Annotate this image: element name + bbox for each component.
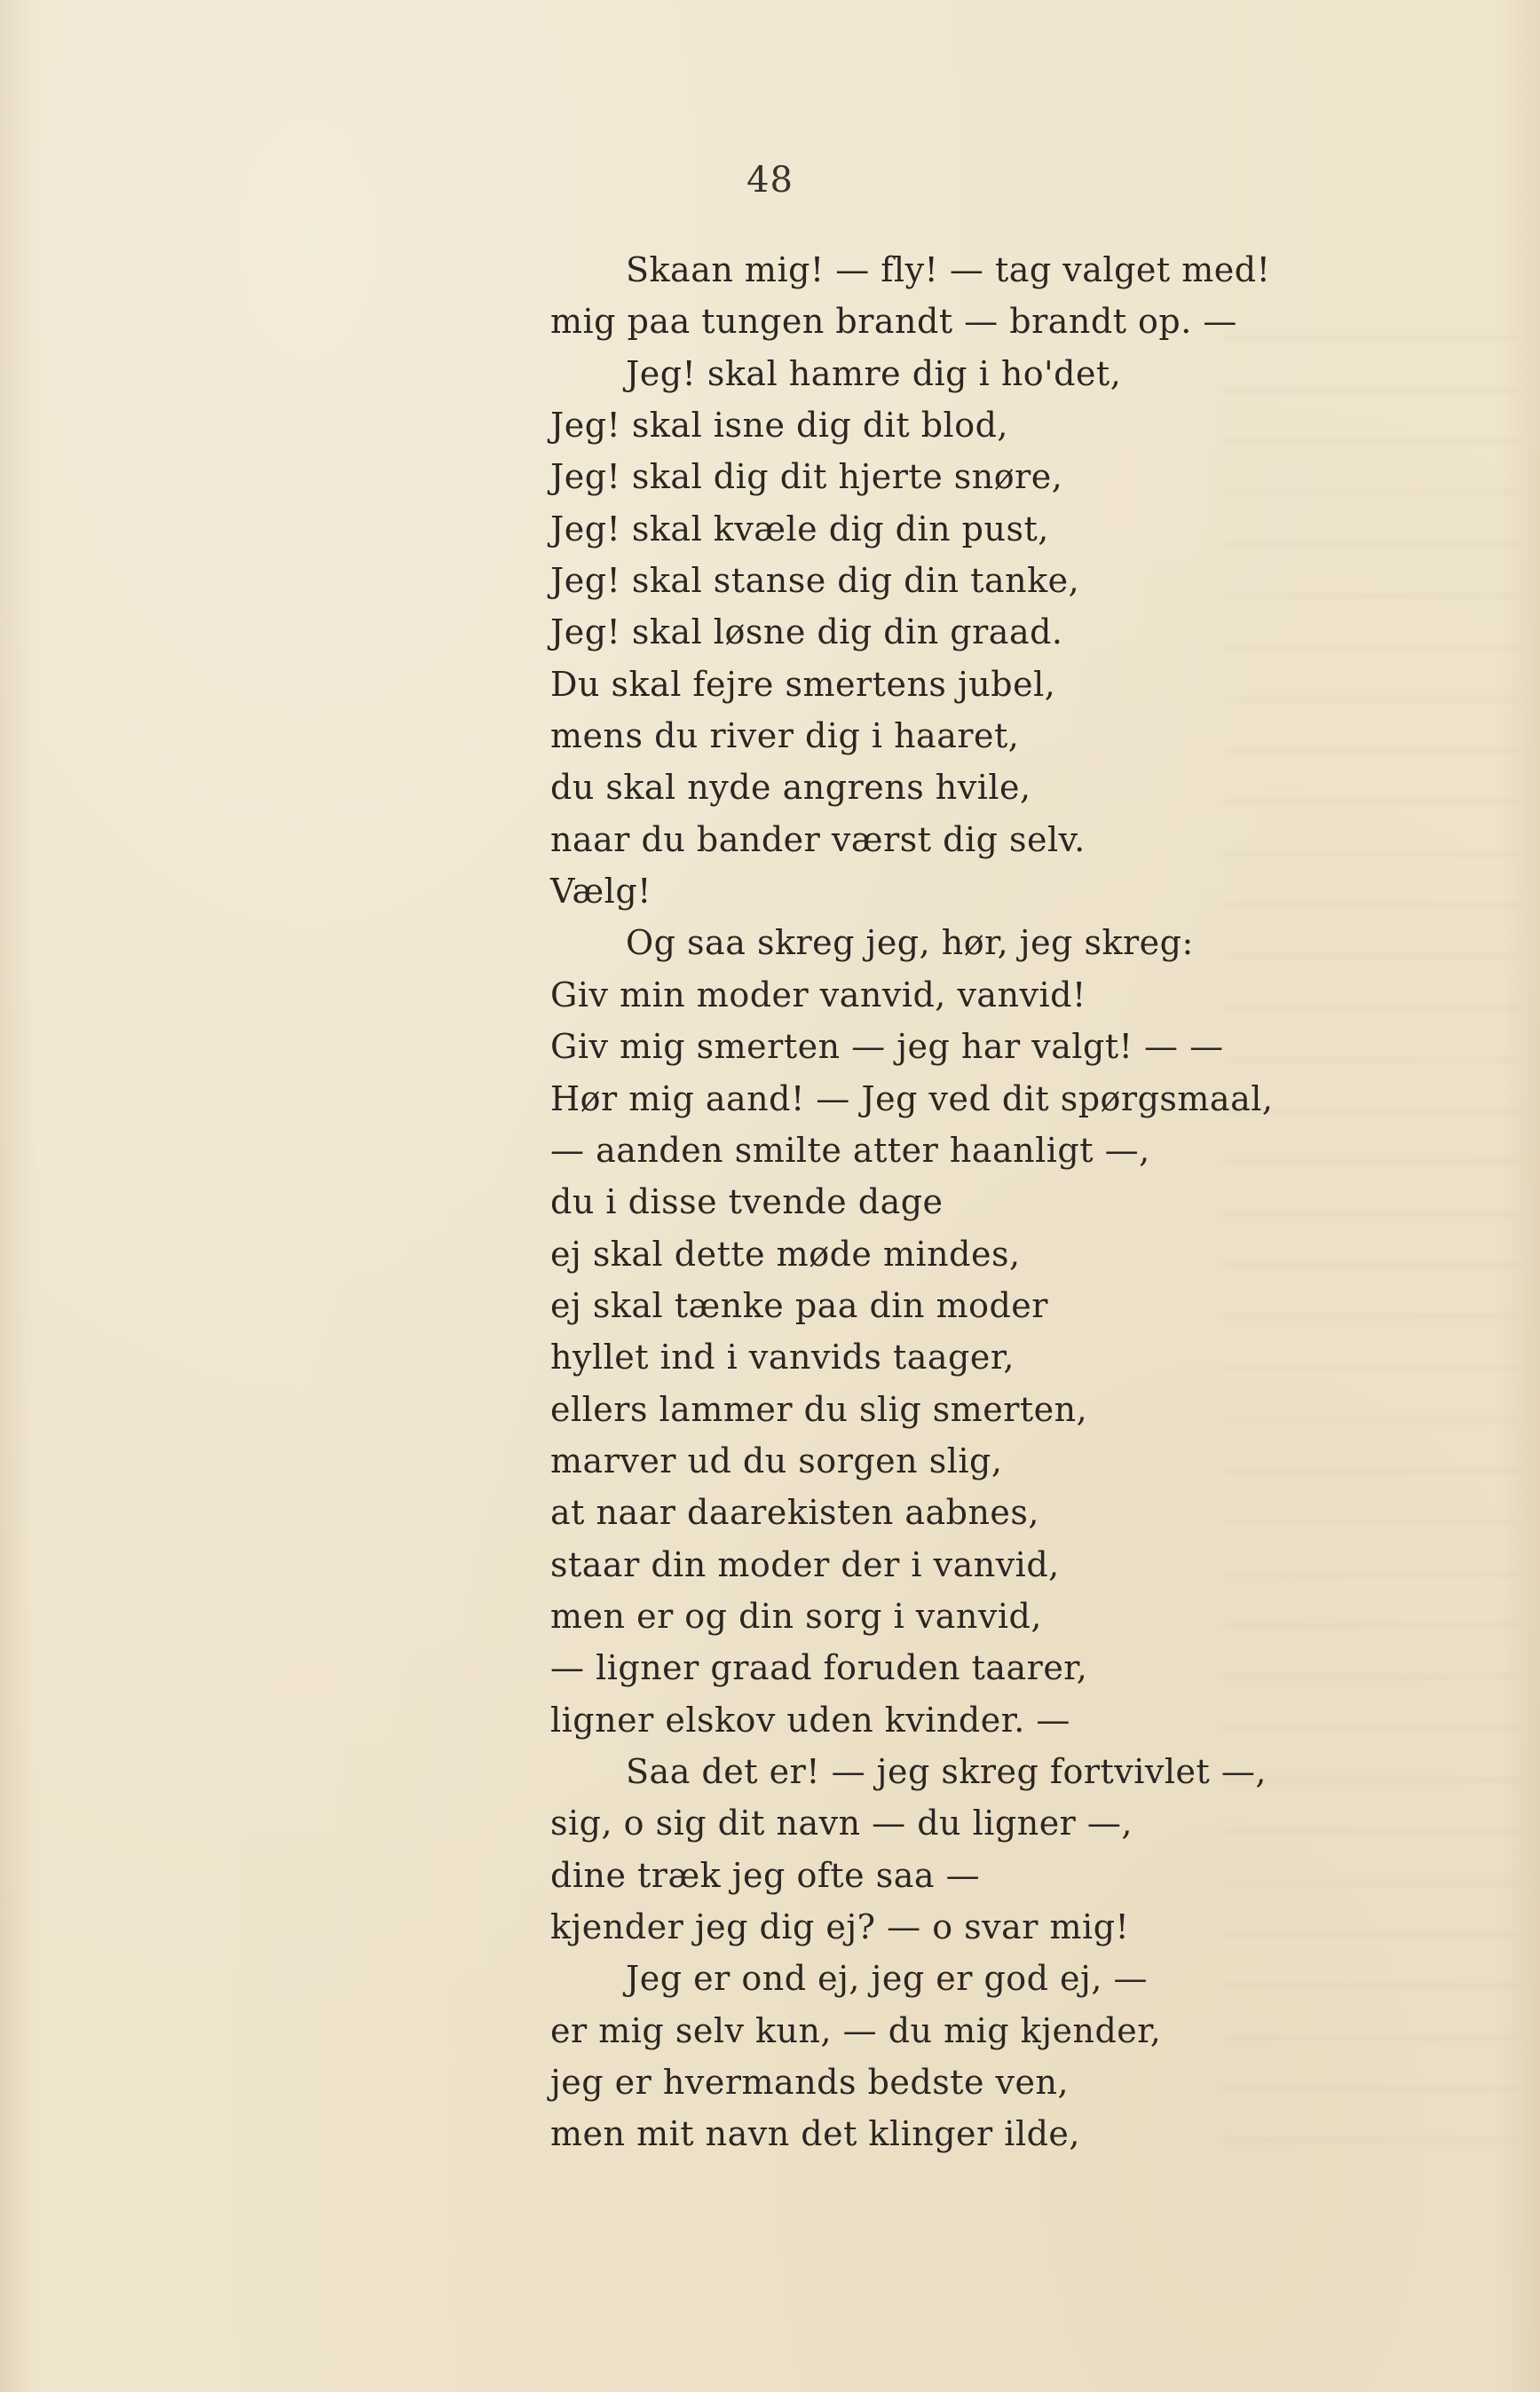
poem-line: mig paa tungen brandt — brandt op. — (550, 302, 1237, 342)
page-number: 48 (746, 160, 794, 201)
poem-line: dine træk jeg ofte saa — (550, 1855, 981, 1895)
poem-line: Saa det er! — jeg skreg fortvivlet —, (626, 1751, 1267, 1791)
poem-line: er mig selv kun, — du mig kjender, (550, 2010, 1162, 2050)
poem-line: jeg er hvermands bedste ven, (550, 2063, 1070, 2103)
poem-line: Jeg! skal isne dig dit blod, (550, 406, 1008, 446)
poem-line: Giv mig smerten — jeg har valgt! — — (550, 1027, 1224, 1067)
poem-line: men er og din sorg i vanvid, (550, 1596, 1042, 1636)
poem-line: Jeg! skal løsne dig din graad. (550, 612, 1063, 652)
poem-line: Jeg! skal dig dit hjerte snøre, (550, 457, 1063, 497)
poem-line: men mit navn det klinger ilde, (550, 2114, 1080, 2154)
poem-line: Vælg! (550, 872, 652, 912)
poem-line: marver ud du sorgen slig, (550, 1441, 1003, 1480)
poem-line: Jeg er ond ej, jeg er god ej, — (626, 1959, 1148, 1999)
poem-line: ellers lammer du slig smerten, (550, 1389, 1088, 1429)
poem-line: Du skal fejre smertens jubel, (550, 664, 1056, 704)
poem-line: — aanden smilte atter haanligt —, (550, 1130, 1150, 1170)
poem-line: hyllet ind i vanvids taager, (550, 1338, 1015, 1378)
poem-line: ej skal tænke paa din moder (550, 1285, 1048, 1325)
poem-line: — ligner graad foruden taarer, (550, 1648, 1088, 1688)
poem-line: at naar daarekisten aabnes, (550, 1493, 1039, 1533)
poem-text (550, 244, 1491, 2160)
poem-line: Skaan mig! — fly! — tag valget med! (626, 250, 1271, 289)
poem-line: sig, o sig dit navn — du ligner —, (550, 1804, 1133, 1843)
poem-line: kjender jeg dig ej? — o svar mig! (550, 1907, 1130, 1946)
poem-line: Jeg! skal stanse dig din tanke, (550, 561, 1080, 601)
poem-line: du skal nyde angrens hvile, (550, 768, 1031, 808)
poem-line: Giv min moder vanvid, vanvid! (550, 975, 1086, 1014)
poem-line: staar din moder der i vanvid, (550, 1544, 1060, 1584)
poem-line: ej skal dette møde mindes, (550, 1234, 1021, 1274)
poem-line: Og saa skreg jeg, hør, jeg skreg: (626, 923, 1194, 963)
poem-line: ligner elskov uden kvinder. — (550, 1700, 1070, 1740)
poem-line: mens du river dig i haaret, (550, 716, 1020, 756)
poem-line: naar du bander værst dig selv. (550, 819, 1086, 859)
poem-line: du i disse tvende dage (550, 1182, 944, 1222)
poem-line: Jeg! skal hamre dig i ho'det, (626, 353, 1122, 393)
poem-line: Jeg! skal kvæle dig din pust, (550, 509, 1049, 549)
poem-line: Hør mig aand! — Jeg ved dit spørgsmaal, (550, 1078, 1274, 1118)
